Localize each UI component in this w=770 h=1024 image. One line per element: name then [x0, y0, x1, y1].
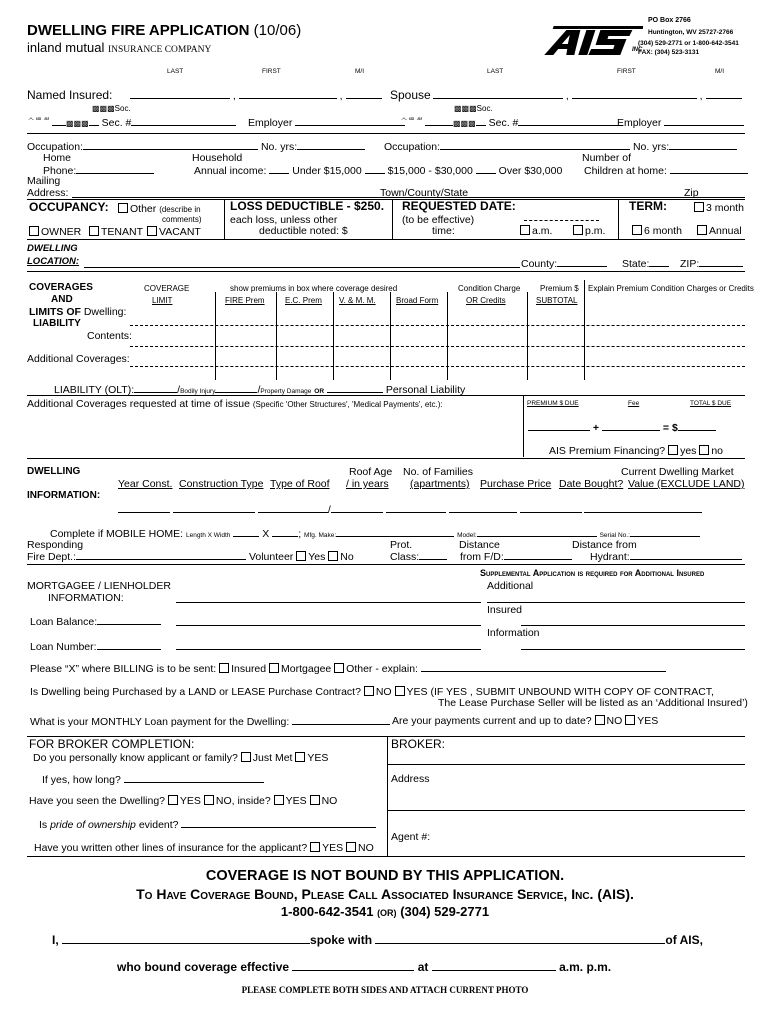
col-mi-2: M/I	[715, 68, 725, 75]
six-month-checkbox[interactable]: 6 month	[632, 225, 682, 237]
divider	[618, 199, 619, 239]
limits-of-label: LIMITS OF Dwelling:	[29, 306, 127, 318]
sec-prefix: ᄾᄪᄲ	[27, 117, 51, 126]
spoke-with-field[interactable]: I, spoke with of AIS,	[52, 933, 703, 947]
other-checkbox[interactable]: Other (describe in	[118, 203, 201, 215]
price-label: Purchase Price	[480, 478, 552, 490]
spouse-label: Spouse	[390, 88, 431, 102]
in-years-label: / in years	[346, 478, 389, 490]
broker-address-label: Address	[391, 773, 430, 785]
financing-field[interactable]: AIS Premium Financing? yes no	[549, 445, 724, 457]
zip-field[interactable]: ZIP:	[680, 257, 743, 270]
how-long-field[interactable]: If yes, how long?	[42, 773, 264, 786]
divider	[27, 458, 745, 459]
mortgagee-line-3[interactable]	[176, 649, 481, 650]
construction-label: Construction Type	[179, 478, 264, 490]
contents-row[interactable]	[130, 346, 745, 347]
effective-label: (to be effective)	[402, 214, 475, 226]
apartments-label: (apartments)	[410, 478, 470, 490]
col-fire: FIRE Prem	[225, 296, 265, 305]
roof-type-label: Type of Roof	[270, 478, 330, 490]
household-label: Household	[192, 152, 243, 164]
vacant-checkbox[interactable]: VACANT	[147, 226, 201, 238]
year-const-label: Year Const.	[118, 478, 173, 490]
pride-field[interactable]: Is pride of ownership evident?	[39, 818, 376, 831]
from-fd-field[interactable]: from F/D:	[460, 550, 572, 563]
date-bought-label: Date Bought?	[559, 478, 624, 490]
sec-field[interactable]: ▩▩▩ Sec. #	[52, 116, 236, 129]
col-subtotal: SUBTOTAL	[536, 296, 578, 305]
additional-row[interactable]	[130, 366, 745, 367]
mailing-label: Mailing	[27, 175, 61, 187]
premium-total-row[interactable]: + = $	[528, 421, 716, 434]
county-field[interactable]: County:	[521, 257, 607, 270]
time-label: time:	[432, 225, 455, 237]
additional-insured-line-3[interactable]	[521, 649, 745, 650]
address-line-1: PO Box 2766	[648, 17, 691, 24]
divider	[392, 199, 393, 239]
soc-label-2: ▩▩▩Soc.	[454, 104, 493, 113]
additional-label: Additional	[487, 580, 534, 592]
families-label: No. of Families	[403, 466, 474, 478]
contents-label: Contents:	[87, 330, 132, 342]
ais-phones: 1-800-642-3541 (OR) (304) 529-2771	[280, 904, 490, 919]
coverages-label: COVERAGES	[29, 282, 93, 293]
divider	[523, 395, 524, 457]
phone-field[interactable]: Phone:	[43, 164, 154, 177]
total-due-label: TOTAL $ DUE	[690, 400, 732, 407]
col-first: FIRST	[262, 68, 281, 75]
address-line-2: Huntington, WV 25727-2766	[648, 29, 734, 36]
additional-insured-line-1[interactable]	[487, 602, 745, 603]
occupancy-title: OCCUPANCY:	[29, 200, 109, 214]
owner-checkbox[interactable]: OWNER	[29, 226, 81, 238]
each-loss-label: each loss, unless other	[230, 214, 338, 226]
location-field[interactable]	[84, 267, 520, 268]
divider	[27, 564, 745, 565]
col-mi: M/I	[355, 68, 365, 75]
spouse-field[interactable]: , ,	[433, 89, 742, 102]
fire-dept-field[interactable]: Fire Dept.: Volunteer Yes No	[27, 551, 354, 563]
soc-label: ▩▩▩Soc.	[92, 104, 131, 113]
insured-label: Insured	[487, 604, 523, 616]
col-broad: Broad Form	[396, 296, 439, 305]
current-field[interactable]: Are your payments current and up to date? NO YES	[392, 715, 659, 727]
mortgagee-line-2[interactable]	[176, 625, 481, 626]
divider	[27, 271, 745, 272]
liability-label: LIABILITY	[33, 318, 81, 329]
liability-olt-field[interactable]: LIABILITY (OLT): /Bodily Injury /Property Damage OR Personal Liability	[54, 384, 466, 396]
additional-requested-label: Additional Coverages requested at time of issue (Specific 'Other Structures', 'Medical Payments', etc.):	[27, 398, 443, 410]
agent-label: Agent #:	[391, 831, 431, 843]
mortgagee-info-label: INFORMATION:	[48, 592, 124, 604]
not-bound-notice: COVERAGE IS NOT BOUND BY THIS APPLICATION.	[205, 868, 565, 884]
market-label: Current Dwelling Market	[621, 466, 734, 478]
loss-deductible-title: LOSS DEDUCTIBLE - $250.	[230, 199, 385, 213]
premium-due-label: PREMIUM $ DUE	[527, 400, 579, 407]
mortgagee-label: MORTGAGEE / LIENHOLDER	[27, 580, 171, 592]
divider	[387, 736, 388, 856]
dwelling-info-row[interactable]: /	[118, 503, 702, 516]
col-orcredits: OR Credits	[466, 296, 506, 305]
and-label: AND	[51, 294, 73, 305]
address-line-4: FAX: (304) 523-3131	[638, 49, 700, 56]
income-field[interactable]: Annual income: Under $15,000 $15,000 - $30,000 Over $30,000	[194, 165, 563, 177]
col-premium: Premium $	[540, 284, 579, 293]
dwelling-location-label-1: DWELLING	[27, 243, 78, 254]
number-of-label: Number of	[582, 152, 632, 164]
other-lines-field[interactable]: Have you written other lines of insurance for the applicant? YES NO	[34, 842, 374, 854]
form-title: DWELLING FIRE APPLICATION (10/06)	[27, 22, 302, 39]
address-line-3: (304) 529-2771 or 1-800-642-3541	[638, 40, 739, 47]
fee-label: Fee	[628, 400, 640, 407]
land-lease-field[interactable]: Is Dwelling being Purchased by a LAND or LEASE Purchase Contract? NO YES (IF YES , SUBMIT UNBOUND WITH COPY OF CONTRACT,	[30, 686, 714, 698]
dwelling-info-label-1: DWELLING	[27, 466, 81, 477]
deductible-noted-label: deductible noted: $	[259, 225, 348, 237]
state-field[interactable]: State:	[622, 257, 669, 270]
divider	[584, 280, 585, 380]
employer-field[interactable]: Employer	[248, 116, 405, 129]
term-title: TERM:	[629, 199, 667, 213]
col-explain: Explain Premium Condition Charges or Credits	[588, 284, 754, 293]
supplemental-note: Supplemental Application is required for Additional Insured	[480, 568, 705, 578]
broker-title: BROKER:	[391, 737, 446, 751]
children-field[interactable]: Children at home:	[584, 164, 748, 177]
col-first-2: FIRST	[617, 68, 636, 75]
col-coverage: COVERAGE	[144, 284, 190, 293]
bound-effective-field[interactable]: who bound coverage effective at a.m. p.m.	[117, 960, 612, 974]
sec-prefix-2: ᄾᄪᄲ	[400, 117, 424, 126]
billing-field[interactable]: Please “X” where BILLING is to be sent: Insured Mortgagee Other - explain:	[30, 662, 666, 675]
loan-balance-field[interactable]: Loan Balance:	[30, 615, 161, 628]
col-condition: Condition Charge	[458, 284, 521, 293]
additional-coverages-label: Additional Coverages:	[27, 353, 130, 365]
am-checkbox[interactable]: a.m.	[520, 225, 552, 237]
distance-label: Distance	[459, 539, 500, 551]
employer-field-2[interactable]: Employer	[617, 116, 744, 129]
sec-field-2[interactable]: ▩▩▩ Sec. #	[425, 116, 623, 129]
roof-age-label: Roof Age	[349, 466, 393, 478]
col-limit: LIMIT	[152, 296, 173, 305]
additional-insured-line-2[interactable]	[521, 625, 745, 626]
occupation-field-2[interactable]: Occupation: No. yrs:	[384, 140, 737, 153]
distance-from-label: Distance from	[572, 539, 637, 551]
divider	[27, 239, 745, 240]
broker-address-line[interactable]	[387, 810, 745, 811]
named-insured-label: Named Insured:	[27, 88, 113, 102]
occupation-field[interactable]: Occupation: No. yrs:	[27, 140, 365, 153]
col-last: LAST	[167, 68, 184, 75]
monthly-field[interactable]: What is your MONTHLY Loan payment for the Dwelling:	[30, 715, 390, 728]
requested-date-title: REQUESTED DATE:	[402, 199, 516, 213]
mobile-home-field[interactable]: Complete if MOBILE HOME: Length X Width X ; Mfg. Make: Model: Serial No.:	[50, 527, 700, 540]
divider	[224, 199, 225, 239]
logo-inc: INC	[632, 47, 643, 53]
prot-label: Prot.	[390, 539, 413, 551]
ais-logo	[543, 22, 643, 58]
col-last-2: LAST	[487, 68, 504, 75]
value-label: Value (EXCLUDE LAND)	[628, 478, 745, 490]
know-applicant-field[interactable]: Do you personally know applicant or family? Just Met YES	[33, 752, 329, 764]
named-insured-field[interactable]: , ,	[130, 89, 382, 102]
company-name: inland mutual INSURANCE COMPANY	[27, 40, 212, 55]
divider	[27, 133, 745, 134]
date-field[interactable]	[524, 220, 599, 221]
complete-both-sides-note: PLEASE COMPLETE BOTH SIDES AND ATTACH CURRENT PHOTO	[241, 985, 529, 995]
divider	[27, 395, 745, 396]
dwelling-row[interactable]	[130, 325, 745, 326]
town-label: Town/County/State	[380, 187, 469, 199]
pm-checkbox[interactable]: p.m.	[573, 225, 605, 237]
col-vmm: V. & M. M.	[339, 296, 376, 305]
seen-dwelling-field[interactable]: Have you seen the Dwelling? YES NO, inside? YES NO	[29, 795, 338, 807]
annual-checkbox[interactable]: Annual	[697, 225, 742, 237]
to-have-coverage-notice: To Have Coverage Bound, Please Call Associated Insurance Service, Inc. (AIS).	[136, 886, 634, 902]
information-label: Information	[487, 627, 540, 639]
zip-label: Zip	[684, 187, 699, 199]
broker-completion-title: FOR BROKER COMPLETION:	[29, 737, 195, 751]
mortgagee-line-1[interactable]	[176, 602, 481, 603]
comments-label: comments)	[162, 215, 202, 224]
hydrant-field[interactable]: Hydrant:	[590, 550, 742, 563]
lease-seller-note: The Lease Purchase Seller will be listed as an ‘Additional Insured’)	[438, 697, 748, 709]
tenant-checkbox[interactable]: TENANT	[89, 226, 143, 238]
loan-number-field[interactable]: Loan Number:	[30, 640, 161, 653]
dwelling-location-label-2: LOCATION:	[27, 256, 80, 267]
col-ec: E.C. Prem	[285, 296, 322, 305]
responding-label: Responding	[27, 539, 84, 551]
address-label: Address:	[27, 187, 69, 199]
home-label: Home	[43, 152, 72, 164]
broker-line[interactable]	[387, 764, 745, 765]
three-month-checkbox[interactable]: 3 month	[694, 202, 744, 214]
divider	[27, 856, 745, 857]
dwelling-info-label-2: INFORMATION:	[27, 490, 101, 501]
class-field[interactable]: Class:	[390, 550, 447, 563]
col-show: show premiums in box where coverage desired	[230, 284, 398, 293]
